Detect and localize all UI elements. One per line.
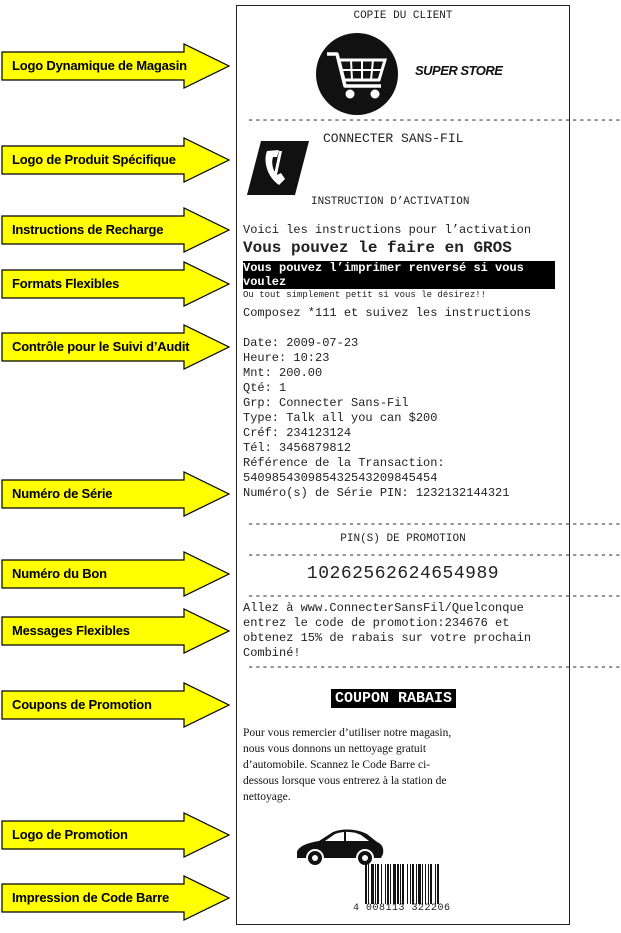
detail-line: Tél: 3456879812 [243,441,352,455]
callout-flexible-formats [1,261,231,307]
promo-line: Allez à www.ConnecterSansFil/Quelconque [243,601,524,615]
car-icon [295,826,385,868]
divider: ---------------------------------------------------- [247,113,621,127]
callout-label: Coupons de Promotion [12,697,152,712]
callout-audit-control [1,324,231,370]
barcode-bar [430,864,432,904]
callout-label: Numéro de Série [12,486,113,501]
barcode-bar [397,864,399,904]
barcode-bar [412,864,414,904]
callout-label: Logo de Produit Spécifique [12,152,176,167]
barcode-bar [375,864,376,904]
callout-label: Formats Flexibles [12,276,120,291]
barcode-bar [435,864,436,904]
callout-voucher-number [1,551,231,597]
barcode-bar [390,864,391,904]
barcode-bar [381,864,382,904]
callout-label: Logo de Promotion [12,827,128,842]
coupon-line: nous vous donnons un nettoyage gratuit [243,743,427,755]
divider: ---------------------------------------------------- [247,589,621,603]
coupon-line: d’automobile. Scannez le Code Barre ci- [243,759,431,771]
barcode-bar [437,864,439,904]
barcode-bar [416,864,417,904]
coupon-line: Pour vous remercier d’utiliser notre magasin, [243,727,452,739]
pin-title: PIN(S) DE PROMOTION [340,533,466,545]
receipt-header: COPIE DU CLIENT [353,10,453,22]
barcode-digits: 4 008113 322206 [353,903,451,914]
divider: ---------------------------------------------------- [247,548,621,562]
callout-label: Messages Flexibles [12,623,130,638]
barcode-bar [425,864,426,904]
promo-line: obtenez 15% de rabais sur votre prochain [243,631,532,645]
callout-serial-number [1,471,231,517]
callout-recharge-instructions [1,207,231,253]
receipt [236,5,621,925]
big-text: Vous pouvez le faire en GROS [243,239,512,257]
detail-line: Qté: 1 [243,381,287,395]
promo-line: Combiné! [243,646,301,660]
dial-instructions: Composez *111 et suivez les instructions [243,306,532,320]
barcode-bar [371,864,374,904]
barcode-bar [400,864,401,904]
pin-number: 10262562624654989 [306,564,500,584]
barcode-bar [368,864,369,904]
barcode-bar [407,864,408,904]
barcode [353,864,491,914]
callout-label: Numéro du Bon [12,566,107,581]
barcode-bar [418,864,421,904]
callout-store-logo [1,43,231,89]
barcode-bar [428,864,429,904]
barcode-bar [393,864,396,904]
promo-line: entrez le code de promotion:234676 et [243,616,510,630]
small-text: Ou tout simplement petit si vous le désirez!! [243,290,487,300]
callout-label: Instructions de Recharge [12,222,164,237]
detail-line: Date: 2009-07-23 [243,336,359,350]
barcode-bar [402,864,404,904]
detail-line: Grp: Connecter Sans-Fil [243,396,409,410]
barcode-bar [377,864,379,904]
barcode-bar [365,864,367,904]
coupon-line: dessous lorsque vous entrerez à la station de [243,775,447,787]
barcode-icon [365,864,491,904]
shopping-cart-icon [315,32,399,116]
callout-barcode-printing [1,875,231,921]
divider: ---------------------------------------------------- [247,660,621,674]
callout-product-logo [1,137,231,183]
coupon-title: COUPON RABAIS [331,689,456,708]
intro-text: Voici les instructions pour l’activation [243,223,532,237]
coupon-line: nettoyage. [243,791,291,803]
detail-line: Type: Talk all you can $200 [243,411,438,425]
callout-promo-coupons [1,682,231,728]
divider: ---------------------------------------------------- [247,517,621,531]
detail-line: Référence de la Transaction: [243,456,445,470]
callout-label: Impression de Code Barre [12,890,170,905]
detail-line: Heure: 10:23 [243,351,330,365]
detail-line: Mnt: 200.00 [243,366,323,380]
barcode-bar [385,864,386,904]
callout-promo-logo [1,812,231,858]
barcode-bar [422,864,423,904]
detail-line: Créf: 234123124 [243,426,352,440]
barcode-bar [387,864,389,904]
activation-title: INSTRUCTION D’ACTIVATION [311,196,470,208]
inverted-text: Vous pouvez l’imprimer renversé si vous voulez [243,261,555,289]
phone-icon [247,137,309,197]
callout-label: Logo Dynamique de Magasin [12,58,187,73]
callout-flexible-messages [1,608,231,654]
barcode-bar [410,864,411,904]
serial-number-line: Numéro(s) de Série PIN: 1232132144321 [243,486,510,500]
product-title: CONNECTER SANS-FIL [323,131,464,146]
callout-label: Contrôle pour le Suivi d’Audit [12,339,190,354]
store-name: SUPER STORE [415,63,503,78]
detail-line: 540985430985432543209845454 [243,471,438,485]
